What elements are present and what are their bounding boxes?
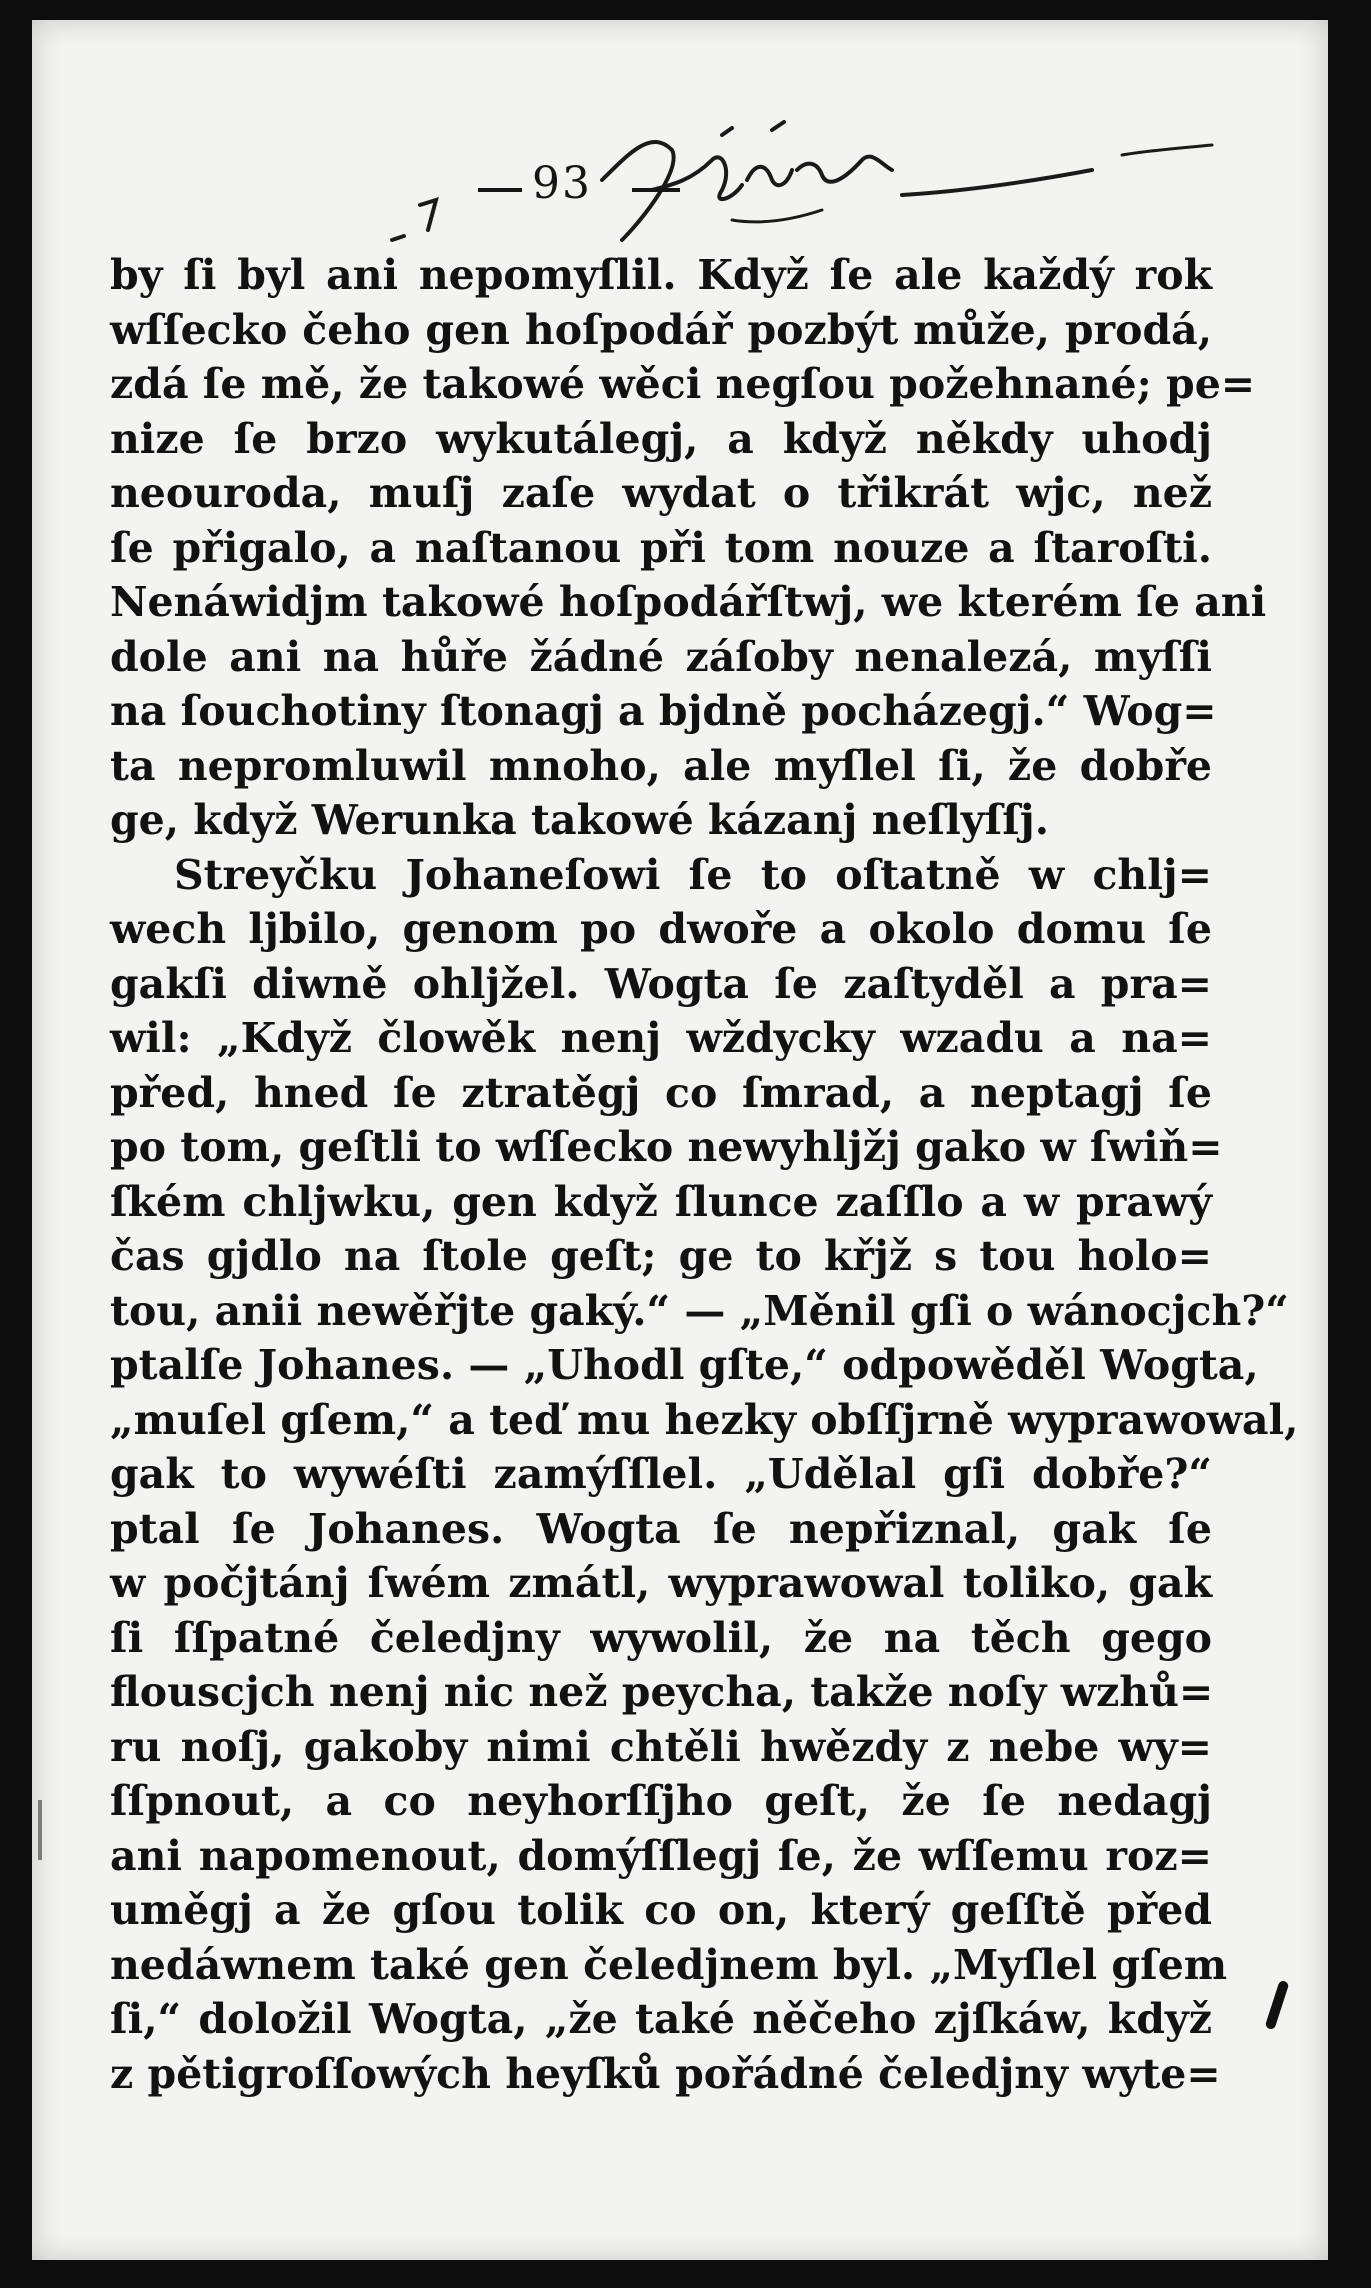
text-line: by ſi byl ani nepomyſlil. Když ſe ale každý rok [110,251,1212,299]
text-line: zdá ſe mě, že takowé wěci negſou požehnané; pe= [110,360,1256,408]
text-line: na ſouchotiny ſtonagj a bjdně pocházegj.“ Wog= [110,687,1217,735]
text-line: po tom, geſtli to wſſecko newyhljžj gako w ſwiň= [110,1123,1223,1171]
text-line: uměgj a že gſou tolik co on, který geſſtě před [110,1886,1212,1934]
text-line: ani napomenout, domýſſlegj ſe, že wſſemu roz= [110,1831,1212,1880]
header-dash-right [632,188,680,192]
text-line: Nenáwidjm takowé hoſpodářſtwj, we kterém ſe ani [110,578,1267,626]
book-page [32,20,1328,2260]
text-line: gak to wywéſti zamýſſlel. „Udělal gſi dobře?“ [110,1450,1212,1498]
text-line: ſſpnout, a co neyhorſſjho geſt, že ſe nedagj [110,1777,1212,1825]
text-line: ſe přigalo, a naſtanou při tom nouze a ſtaroſti. [110,523,1212,572]
text-line: před, hned ſe ztratěgj co ſmrad, a neptagj ſe [110,1068,1212,1117]
text-line: ptalſe Johanes. — „Uhodl gſte,“ odpowěděl Wogta, [110,1341,1259,1389]
page-header [32,130,1328,210]
text-line: ta nepromluwil mnoho, ale myſlel ſi, že dobře [110,741,1212,790]
text-line: flouscjch nenj nic než peycha, takže noſy wzhů= [110,1668,1214,1716]
text-line: dole ani na hůře žádné záſoby nenalezá, myſſi [110,632,1212,681]
text-line: ru noſj, gakoby nimi chtěli hwězdy z nebe wy= [110,1722,1212,1771]
text-line: nedáwnem také gen čeledjnem byl. „Myſlel gſem [110,1940,1228,1989]
text-line: tou, anii newěřjte gaký.“ — „Měnil gſi o wánocjch?“ [110,1286,1289,1335]
text-line: w počjtánj ſwém zmátl, wyprawowal toliko, gak [110,1559,1212,1607]
text-line: gakſi diwně ohljžel. Wogta ſe zaſtyděl a pra= [110,959,1212,1008]
text-line: „muſel gſem,“ a teď mu hezky obſſjrně wyprawowal, [110,1395,1299,1444]
text-line: neouroda, muſj zaſe wydat o třikrát wjc, než [110,469,1212,517]
text-line: z pětigroſſowých heyſků pořádné čeledjny wyte= [110,2049,1221,2098]
text-line: wil: „Když člowěk nenj wždycky wzadu a na= [110,1014,1212,1062]
text-line: wech ljbilo, genom po dwoře a okolo domu ſe [110,905,1212,953]
text-line: wſſecko čeho gen hoſpodář pozbýt může, prodá, [110,305,1212,354]
text-line: nize ſe brzo wykutálegj, a když někdy uhodj [110,414,1212,463]
ink-mark [38,1800,42,1860]
text-line: ptal ſe Johanes. Wogta ſe nepřiznal, gak ſe [110,1504,1212,1553]
text-line: čas gjdlo na ſtole geſt; ge to křjž s tou holo= [110,1232,1212,1280]
text-line: ſi ſſpatné čeledjny wywolil, že na těch gego [110,1613,1212,1662]
page-body-text [110,248,1299,2101]
handwritten-signature [32,90,1328,260]
paragraph-first-line: Streyčku Johaneſowi ſe to oſtatně w chlj= [174,850,1212,899]
paragraph-last-line: ge, když Werunka takowé kázanj neſlyſſj. [110,796,1049,844]
ink-mark [1265,1980,1290,2031]
page-number: 93 [532,158,592,209]
header-dash-left [478,188,522,192]
text-line: ſi,“ doložil Wogta, „že také něčeho zjſkáw, když [110,1995,1212,2043]
text-line: ſkém chljwku, gen když ſlunce zaſſlo a w prawý [110,1177,1212,1226]
